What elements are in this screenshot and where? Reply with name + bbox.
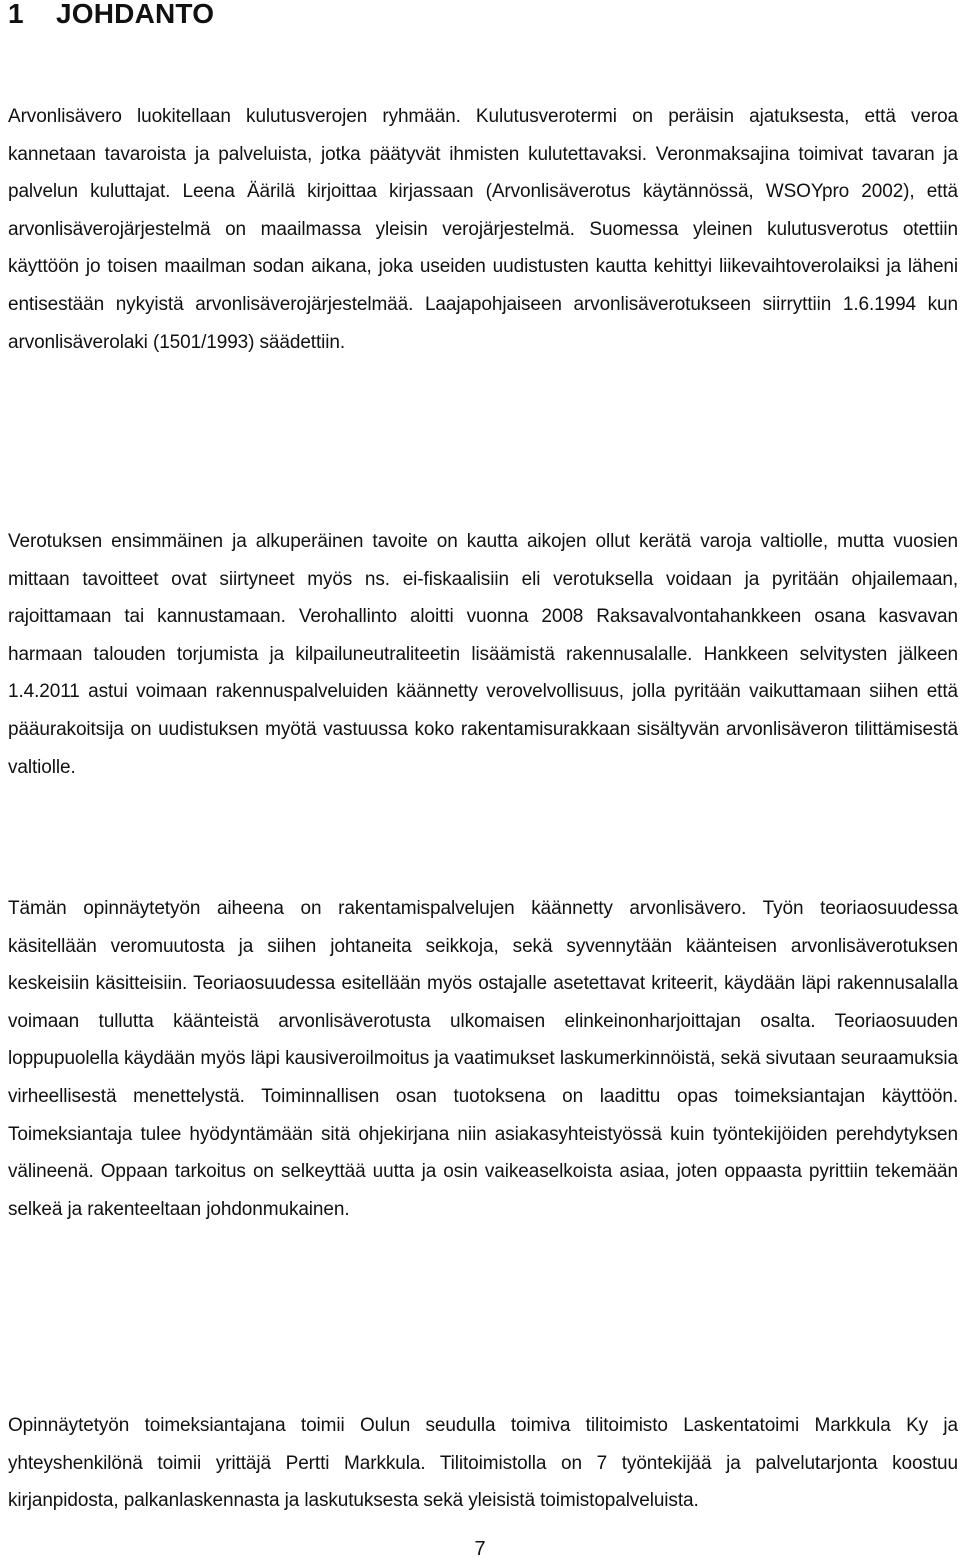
paragraph: Verotuksen ensimmäinen ja alkuperäinen tavoite on kautta aikojen ollut kerätä varoja valtiolle, mutta vuosien mittaan tavoitteet ovat siirtyneet myös ns. ei-fiskaalisiin eli verotuksella voidaan ja pyritään ohjailemaan, rajoittamaan tai kannustamaan. Verohallinto aloitti vuonna 2008 Raksavalvontahankkeen osana kasvavan harmaan talouden torjumista ja kilpailuneutraliteetin lisäämistä rakennusalalle. Hankkeen selvitysten jälkeen 1.4.2011 astui voimaan rakennuspalveluiden käännetty verovelvollisuus, jolla pyritään vaikuttamaan siihen että pääurakoitsija on uudistuksen myötä vastuussa koko rakentamisurakkaan sisältyvän arvonlisäveron tilittämisestä valtiolle. — [8, 531, 958, 778]
chapter-title: JOHDANTO — [56, 0, 215, 29]
paragraph: Arvonlisävero luokitellaan kulutusverojen ryhmään. Kulutusverotermi on peräisin ajatuksesta, että veroa kannetaan tavaroista ja palveluista, jotka päätyvät ihmisten kulutettavaksi. Veronmaksajina toimivat tavaran ja palvelun kuluttajat. Leena Äärilä kirjoittaa kirjassaan (Arvonlisäverotus käytännössä, WSOYpro 2002), että arvonlisäverojärjestelmä on maailmassa yleisin verojärjestelmä. Suomessa yleinen kulutusverotus otettiin käyttöön jo toisen maailman sodan aikana, joka useiden uudistusten kautta kehittyi liikevaihtoverolaiksi ja läheni entisestään nykyistä arvonlisäverojärjestelmää. Laajapohjaiseen arvonlisäverotukseen siirryttiin 1.6.1994 kun arvonlisäverolaki (1501/1993) säädettiin. — [8, 106, 958, 353]
paragraph: Tämän opinnäytetyön aiheena on rakentamispalvelujen käännetty arvonlisävero. Työn teoriaosuudessa käsitellään veromuutosta ja siihen johtaneita seikkoja, sekä syvennytään käänteisen arvonlisäverotuksen keskeisiin käsitteisiin. Teoriaosuudessa esitellään myös ostajalle asetettavat kriteerit, käydään läpi rakennusalalla voimaan tullutta käänteistä arvonlisäverotusta ulkomaisen elinkeinonharjoittajan osalta. Teoriaosuuden loppupuolella käydään myös läpi kausiveroilmoitus ja vaatimukset laskumerkinnöistä, sekä sivutaan seuraamuksia virheellisestä menettelystä. Toiminnallisen osan tuotoksena on laadittu opas toimeksiantajan käyttöön. Toimeksiantaja tulee hyödyntämään sitä ohjekirjana niin asiakasyhteistyössä kuin työntekijöiden perehdytyksen välineenä. Oppaan tarkoitus on selkeyttää uutta ja osin vaikeaselkoista asiaa, joten oppaasta pyrittiin tekemään selkeä ja rakenteeltaan johdonmukainen. — [8, 898, 958, 1220]
paragraph: Opinnäytetyön toimeksiantajana toimii Oulun seudulla toimiva tilitoimisto Laskentatoimi Markkula Ky ja yhteyshenkilönä toimii yrittäjä Pertti Markkula. Tilitoimistolla on 7 työntekijää ja palvelutarjonta koostuu kirjanpidosta, palkanlaskennasta ja laskutuksesta sekä yleisistä toimistopalveluista. — [8, 1415, 958, 1512]
chapter-number: 1 — [8, 0, 24, 29]
page-number: 7 — [474, 1538, 486, 1560]
chapter-heading — [8, 0, 214, 34]
